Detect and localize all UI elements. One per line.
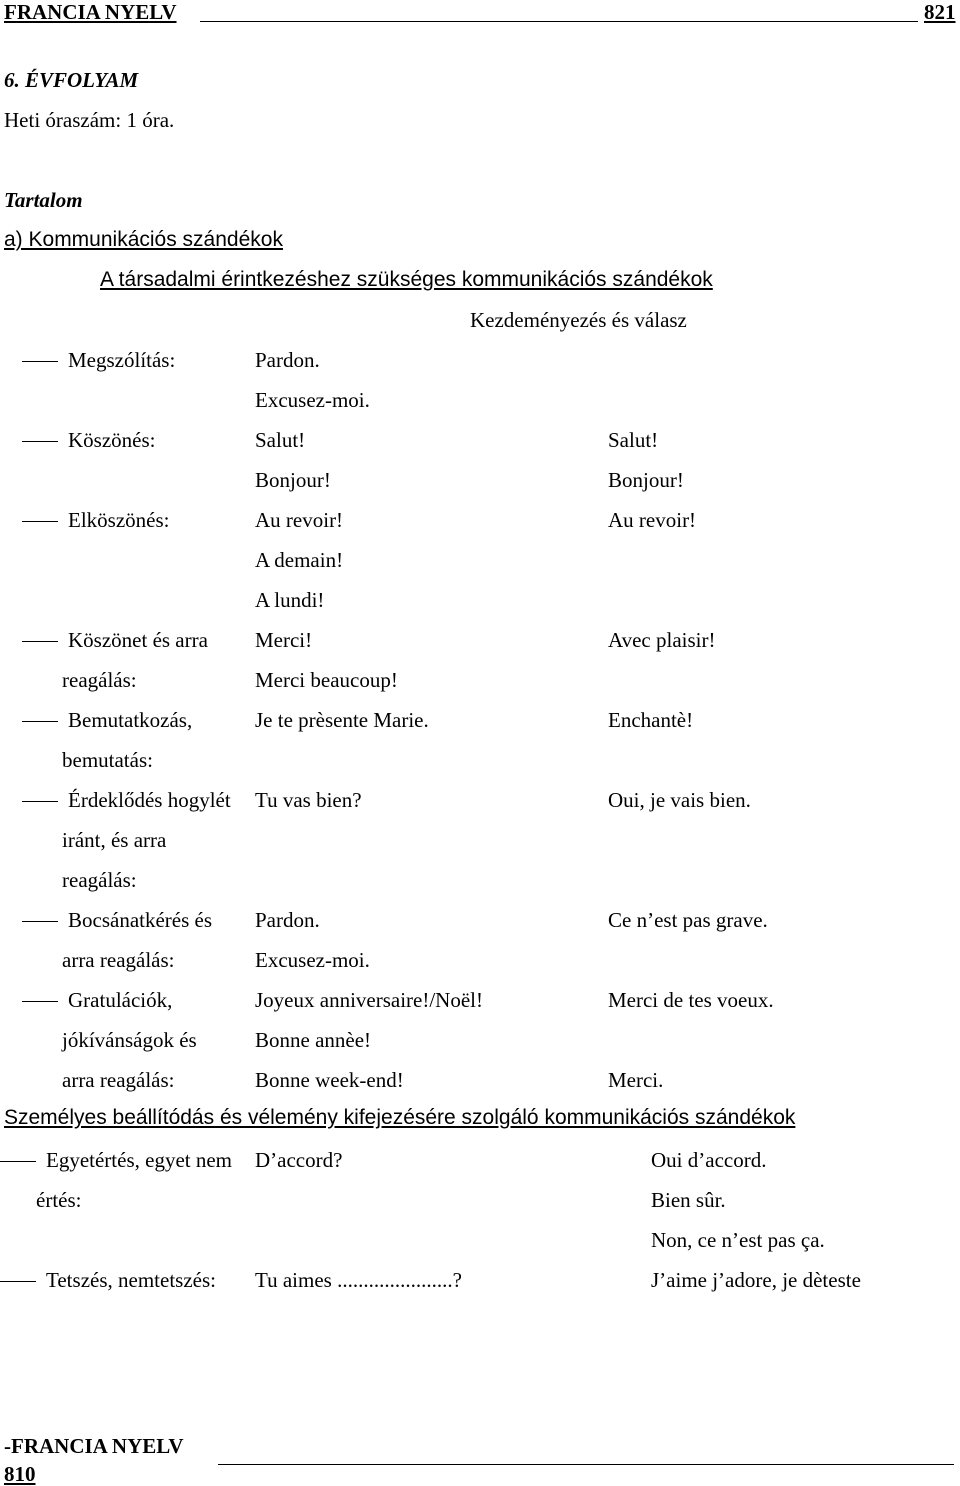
header-title: FRANCIA NYELV — [4, 0, 177, 24]
intent-label — [22, 508, 169, 532]
response-phrase: Salut! — [608, 428, 659, 452]
response-phrase: Bien sûr. — [651, 1188, 726, 1212]
initiation-phrase: Je te prèsente Marie. — [255, 708, 429, 732]
response-phrase: J’aime j’adore, je dèteste — [651, 1268, 861, 1292]
list-dash — [22, 1001, 58, 1002]
initiation-phrase: Excusez-moi. — [255, 948, 370, 972]
footer-page-number: 810 — [4, 1462, 36, 1486]
header-page-number: 821 — [924, 0, 956, 24]
intent-label-continued: reagálás: — [62, 868, 137, 892]
intent-label — [22, 788, 231, 812]
intent-label-continued: jókívánságok és — [62, 1028, 197, 1052]
intent-label — [22, 428, 156, 452]
intent-label-text: Bocsánatkérés és — [68, 908, 213, 932]
weekly-hours: Heti óraszám: 1 óra. — [4, 108, 175, 132]
footer-title: -FRANCIA NYELV — [4, 1434, 184, 1458]
footer-rule — [218, 1464, 954, 1465]
intent-label-text: Köszönés: — [68, 428, 156, 452]
response-phrase: Non, ce n’est pas ça. — [651, 1228, 825, 1252]
intent-label-text: Megszólítás: — [68, 348, 176, 372]
intent-label-continued: reagálás: — [62, 668, 137, 692]
initiation-phrase: Bonjour! — [255, 468, 331, 492]
initiation-phrase: Merci! — [255, 628, 313, 652]
intent-label — [22, 908, 212, 932]
grade-heading: 6. ÉVFOLYAM — [4, 68, 139, 92]
intent-label — [0, 1148, 232, 1172]
list-dash — [22, 441, 58, 442]
initiation-phrase: Bonne week-end! — [255, 1068, 404, 1092]
initiation-phrase: D’accord? — [255, 1148, 343, 1172]
social-subsection-heading: A társadalmi érintkezéshez szükséges kommunikációs szándékok — [100, 268, 713, 291]
section-a-heading: a) Kommunikációs szándékok — [4, 228, 283, 251]
intent-label-text: Köszönet és arra — [68, 628, 208, 652]
initiation-phrase: Tu vas bien? — [255, 788, 362, 812]
initiation-phrase: Merci beaucoup! — [255, 668, 398, 692]
header-rule — [200, 21, 918, 22]
response-phrase: Merci de tes voeux. — [608, 988, 774, 1012]
intent-label-continued: értés: — [36, 1188, 82, 1212]
intent-label-text: Egyetértés, egyet nem — [46, 1148, 233, 1172]
intent-label — [22, 988, 172, 1012]
list-dash — [0, 1161, 36, 1162]
intent-label-text: Gratulációk, — [68, 988, 173, 1012]
response-phrase: Oui, je vais bien. — [608, 788, 751, 812]
initiation-phrase: Tu aimes ......................? — [255, 1268, 462, 1292]
response-phrase: Au revoir! — [608, 508, 697, 532]
intent-label — [22, 708, 192, 732]
initiation-phrase: A demain! — [255, 548, 344, 572]
response-phrase: Bonjour! — [608, 468, 684, 492]
initiation-phrase: Joyeux anniversaire!/Noël! — [255, 988, 483, 1012]
response-phrase: Merci. — [608, 1068, 664, 1092]
list-dash — [22, 361, 58, 362]
initiation-phrase: Pardon. — [255, 908, 320, 932]
intent-label-continued: arra reagálás: — [62, 1068, 175, 1092]
response-phrase: Avec plaisir! — [608, 628, 716, 652]
list-dash — [22, 641, 58, 642]
intent-label — [22, 348, 175, 372]
personal-subsection-heading: Személyes beállítódás és vélemény kifejezésére szolgáló kommunikációs szándékok — [4, 1106, 796, 1129]
list-dash — [22, 521, 58, 522]
intent-label-continued: arra reagálás: — [62, 948, 175, 972]
contents-heading: Tartalom — [4, 188, 83, 212]
response-phrase: Enchantè! — [608, 708, 694, 732]
list-dash — [22, 721, 58, 722]
initiation-phrase: Bonne annèe! — [255, 1028, 372, 1052]
initiation-phrase: Au revoir! — [255, 508, 344, 532]
intent-label-continued: bemutatás: — [62, 748, 153, 772]
initiation-phrase: Salut! — [255, 428, 306, 452]
intent-label-text: Elköszönés: — [68, 508, 170, 532]
list-dash — [0, 1281, 36, 1282]
list-dash — [22, 921, 58, 922]
initiation-phrase: A lundi! — [255, 588, 325, 612]
intent-label-text: Bemutatkozás, — [68, 708, 193, 732]
response-phrase: Oui d’accord. — [651, 1148, 767, 1172]
initiation-phrase: Pardon. — [255, 348, 320, 372]
initiation-phrase: Excusez-moi. — [255, 388, 370, 412]
column-heading: Kezdeményezés és válasz — [470, 308, 687, 332]
intent-label-text: Tetszés, nemtetszés: — [46, 1268, 216, 1292]
intent-label-continued: iránt, és arra — [62, 828, 167, 852]
list-dash — [22, 801, 58, 802]
intent-label — [22, 628, 208, 652]
intent-label — [0, 1268, 216, 1292]
intent-label-text: Érdeklődés hogylét — [68, 788, 231, 812]
response-phrase: Ce n’est pas grave. — [608, 908, 768, 932]
